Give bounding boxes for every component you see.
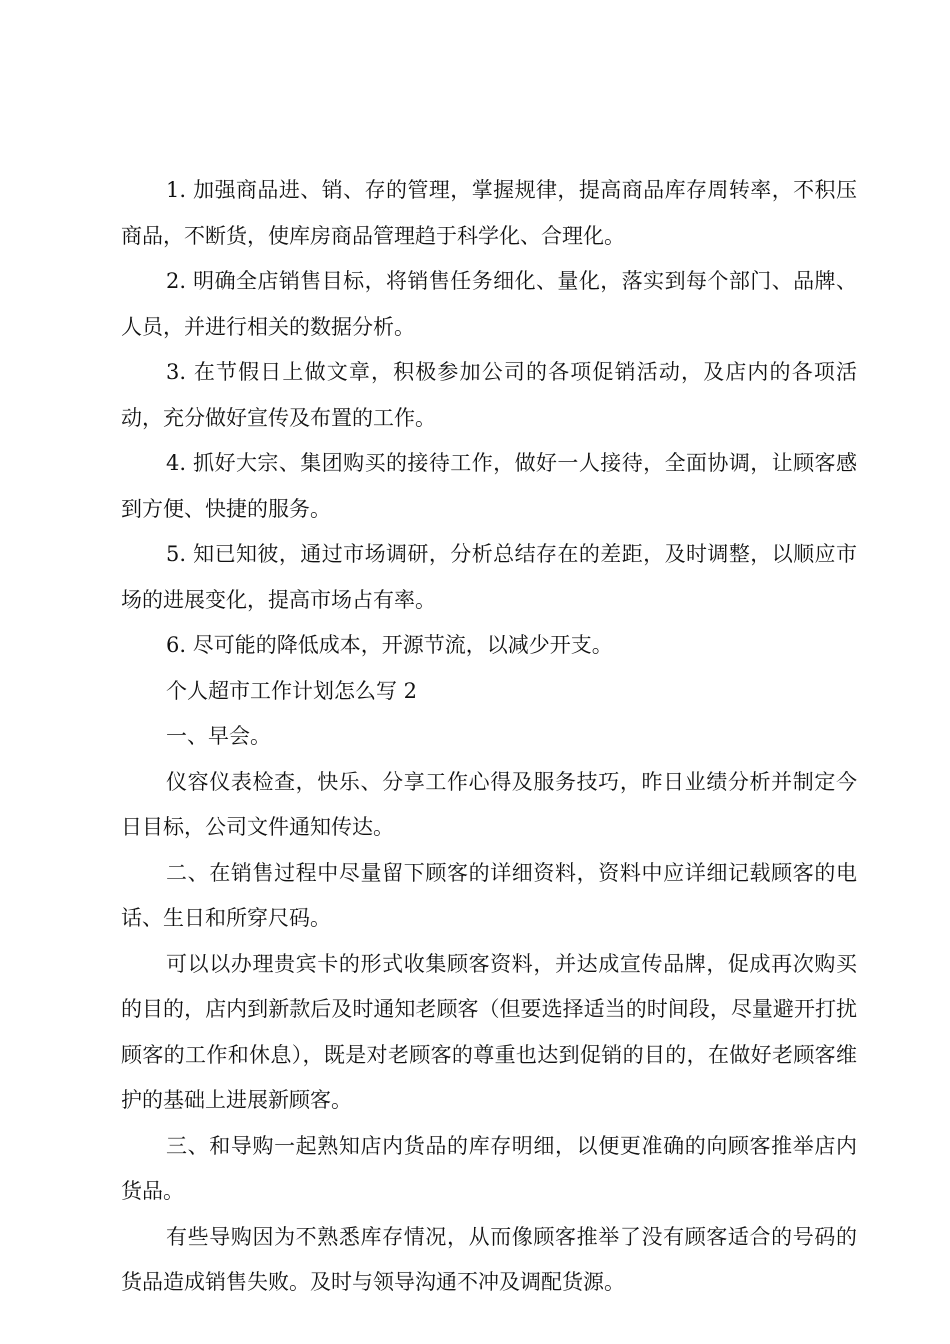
paragraph-vip-card: 可以以办理贵宾卡的形式收集顾客资料，并达成宣传品牌，促成再次购买的目的，店内到新款后及时通知老顾客（但要选择适当的时间段，尽量避开打扰顾客的工作和休息），既是对老顾客的尊重也达到促销的目的，在做好老顾客维护的基础上进展新顾客。 (121, 951, 857, 1112)
paragraph-inventory-detail: 有些导购因为不熟悉库存情况，从而像顾客推举了没有顾客适合的号码的货品造成销售失败。及时与领导沟通不冲及调配货源。 (121, 1224, 857, 1294)
subheading-morning-meeting: 一、早会。 (166, 724, 271, 748)
paragraph-inventory: 三、和导购一起熟知店内货品的库存明细，以便更准确的向顾客推举店内货品。 (121, 1133, 857, 1203)
section-title: 个人超市工作计划怎么写 2 (166, 678, 418, 703)
list-item-2: 2. 明确全店销售目标，将销售任务细化、量化，落实到每个部门、品牌、人员，并进行相关的数据分析。 (121, 269, 857, 339)
document-body (121, 168, 857, 1306)
list-item-6: 6. 尽可能的降低成本，开源节流，以减少开支。 (166, 633, 613, 657)
list-item-5: 5. 知已知彼，通过市场调研，分析总结存在的差距，及时调整，以顺应市场的进展变化，提高市场占有率。 (121, 542, 857, 612)
list-item-4: 4. 抓好大宗、集团购买的接待工作，做好一人接待，全面协调，让顾客感到方便、快捷的服务。 (121, 451, 857, 521)
list-item-1: 1. 加强商品进、销、存的管理，掌握规律，提高商品库存周转率，不积压商品，不断货，使库房商品管理趋于科学化、合理化。 (121, 178, 857, 248)
paragraph-morning-meeting: 仪容仪表检查，快乐、分享工作心得及服务技巧，昨日业绩分析并制定今日目标，公司文件通知传达。 (121, 769, 857, 839)
list-item-3: 3. 在节假日上做文章，积极参加公司的各项促销活动，及店内的各项活动，充分做好宣传及布置的工作。 (121, 360, 857, 430)
paragraph-customer-info: 二、在销售过程中尽量留下顾客的详细资料，资料中应详细记载顾客的电话、生日和所穿尺码。 (121, 860, 857, 930)
